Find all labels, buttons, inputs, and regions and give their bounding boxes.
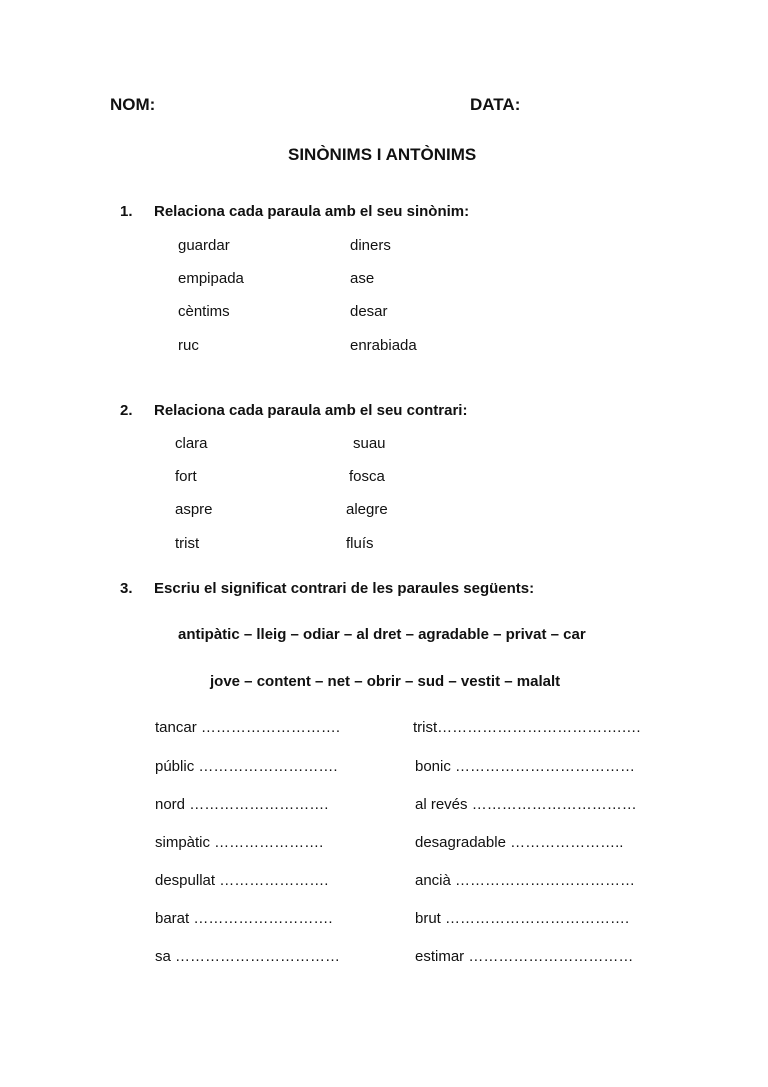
page-title: SINÒNIMS I ANTÒNIMS [288, 145, 477, 164]
fill-in-right-item: ancià ……………………………… [415, 872, 636, 889]
antonym-left-word: clara [175, 435, 208, 452]
fill-in-left-item: públic ………………………. [155, 758, 338, 775]
fill-in-right-item: trist……………………………….…. [413, 719, 641, 736]
antonym-left-word: trist [175, 535, 200, 552]
fill-in-left-item: simpàtic …………………. [155, 834, 324, 851]
fill-in-right-item: estimar …………………………… [415, 948, 634, 965]
section3-instruction: Escriu el significat contrari de les paraules següents: [154, 580, 535, 597]
section3-number: 3. [120, 580, 133, 597]
synonym-right-word: desar [350, 303, 388, 320]
antonym-right-word: alegre [346, 501, 388, 518]
section2-number: 2. [120, 402, 133, 419]
fill-in-right-item: brut ………………………………. [415, 910, 630, 927]
antonym-right-word: fluís [346, 535, 374, 552]
antonym-left-word: aspre [175, 501, 213, 518]
section1-instruction: Relaciona cada paraula amb el seu sinònim: [154, 203, 470, 220]
synonym-left-word: guardar [178, 237, 230, 254]
synonym-left-word: empipada [178, 270, 244, 287]
word-bank-line-1: antipàtic – lleig – odiar – al dret – agradable – privat – car [178, 626, 586, 643]
antonym-right-word: suau [353, 435, 386, 452]
fill-in-right-item: desagradable ………………….. [415, 834, 624, 851]
fill-in-right-item: al revés …………………………… [415, 796, 637, 813]
word-bank-line-2: jove – content – net – obrir – sud – vestit – malalt [210, 673, 561, 690]
antonym-left-word: fort [175, 468, 197, 485]
section2-instruction: Relaciona cada paraula amb el seu contrari: [154, 402, 468, 419]
antonym-right-word: fosca [349, 468, 385, 485]
fill-in-right-item: bonic ……………………………… [415, 758, 636, 775]
fill-in-left-item: sa …………………………… [155, 948, 341, 965]
date-label: DATA: [470, 95, 521, 114]
synonym-right-word: ase [350, 270, 375, 287]
fill-in-left-item: nord ………………………. [155, 796, 329, 813]
synonym-left-word: ruc [178, 337, 199, 354]
synonym-right-word: diners [350, 237, 391, 254]
name-label: NOM: [110, 95, 156, 114]
synonym-right-word: enrabiada [350, 337, 417, 354]
fill-in-left-item: barat ………………………. [155, 910, 333, 927]
synonym-left-word: cèntims [178, 303, 230, 320]
fill-in-left-item: tancar ………………………. [155, 719, 341, 736]
section1-number: 1. [120, 203, 133, 220]
fill-in-left-item: despullat …………………. [155, 872, 329, 889]
